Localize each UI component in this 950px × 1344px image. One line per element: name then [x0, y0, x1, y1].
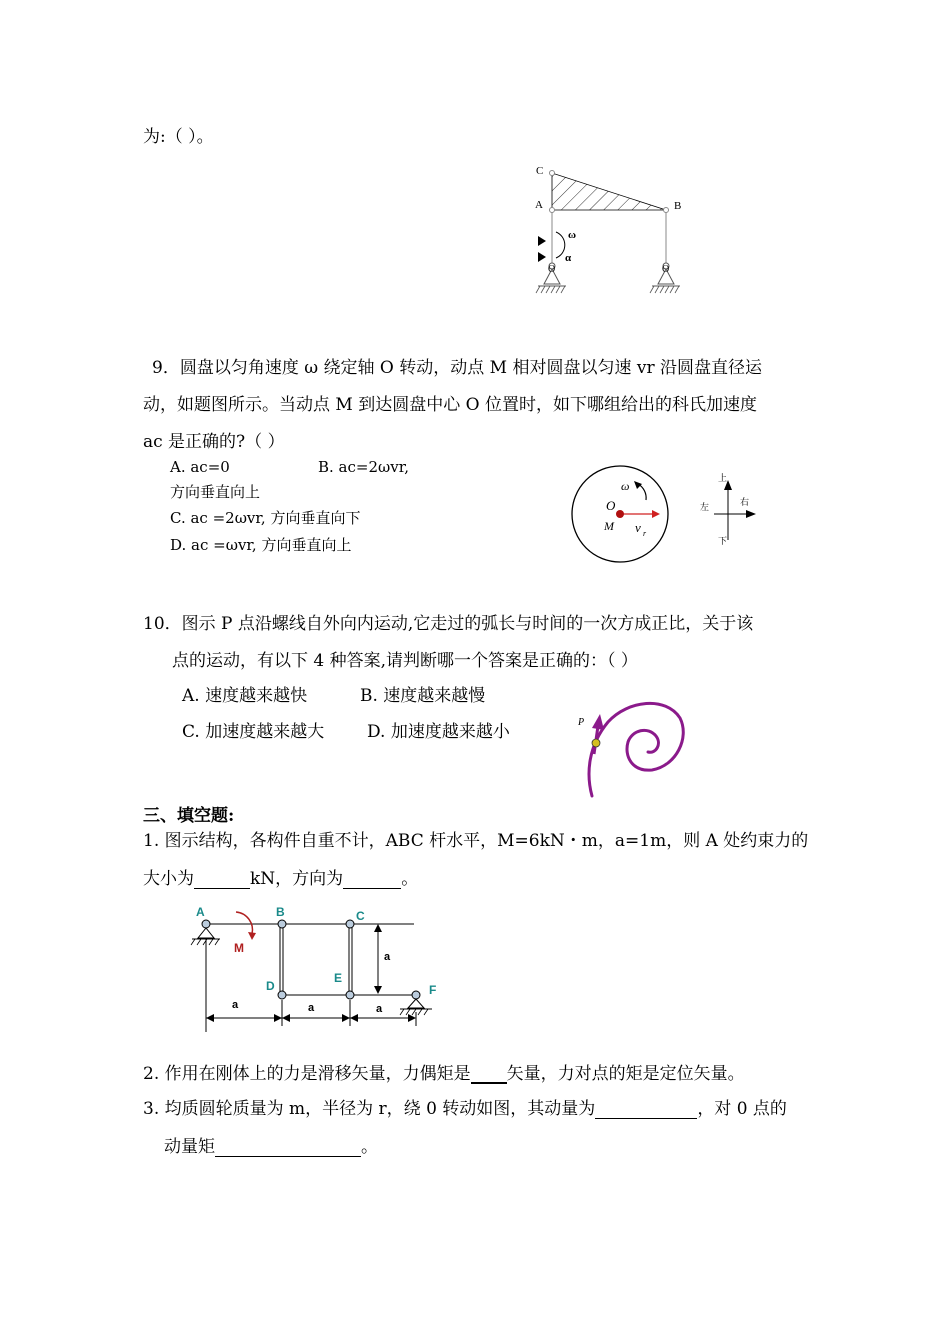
q10-option-b: B. 速度越来越慢	[360, 686, 486, 706]
fill-q1-mid: kN，方向为	[250, 869, 344, 889]
axis-left: 左	[700, 502, 710, 512]
disk-figure	[568, 464, 678, 564]
fill-q3-line2-end: 。	[361, 1137, 378, 1157]
pivot-label: O	[548, 264, 556, 275]
q10-option-d: D. 加速度越来越小	[367, 722, 510, 742]
q10-option-a: A. 速度越来越快	[182, 686, 308, 706]
q9-option-d: D. ac =ωvr, 方向垂直向上	[170, 536, 352, 554]
fill-q1-text-2	[143, 869, 418, 889]
fill-blank-momentum[interactable]	[595, 1100, 697, 1119]
dim-2: a	[308, 1002, 315, 1014]
disk-omega: ω	[621, 479, 630, 493]
fill-q2-suffix: 矢量，力对点的矩是定位矢量。	[506, 1064, 745, 1084]
fill-blank-couple[interactable]	[471, 1064, 507, 1084]
dim-3: a	[376, 1003, 383, 1015]
moment-label: M	[234, 941, 244, 955]
node-b-label: B	[276, 905, 285, 919]
fill-blank-direction[interactable]	[343, 870, 401, 889]
omega-label: ω	[568, 229, 577, 241]
disk-v-sub: r	[643, 529, 647, 538]
fill-blank-magnitude[interactable]	[194, 870, 250, 889]
fill-blank-angular-momentum[interactable]	[215, 1138, 361, 1157]
disk-o: O	[606, 498, 616, 513]
q9-option-b-cont: 方向垂直向上	[170, 483, 261, 501]
fill-q3-suffix: ，对 0 点的	[697, 1099, 787, 1119]
section-heading: 三、填空题:	[143, 806, 235, 826]
disk-v: v	[635, 520, 641, 535]
q9-text-2: 动，如题图所示。当动点 M 到达圆盘中心 O 位置时，如下哪组给出的科氏加速度	[143, 395, 757, 415]
q9-text-3: ac 是正确的?（ ）	[143, 432, 285, 452]
label-b: B	[674, 200, 682, 212]
direction-axes	[700, 470, 762, 546]
structure-figure	[186, 900, 444, 1038]
fill-q3-line-1	[143, 1099, 787, 1119]
fill-q1-text-1: 1. 图示结构，各构件自重不计，ABC 杆水平，M=6kN・m，a=1m，则 A 处约束力的	[143, 831, 809, 851]
q10-text-2: 点的运动，有以下 4 种答案,请判断哪一个答案是正确的：（ ）	[172, 651, 638, 671]
node-a-label: A	[196, 905, 205, 919]
label-a: A	[535, 199, 543, 211]
fill-q3-line-2	[164, 1137, 378, 1157]
node-c-label: C	[356, 909, 365, 923]
q9-option-a: A. ac=0	[170, 458, 230, 476]
fill-q2	[143, 1064, 745, 1084]
q10-option-c: C. 加速度越来越大	[182, 722, 325, 742]
axis-down: 下	[718, 536, 728, 546]
node-d-label: D	[266, 979, 275, 993]
axis-right: 右	[740, 497, 750, 507]
dim-1: a	[232, 999, 239, 1011]
answer-line: 为:（ ）。	[143, 127, 214, 147]
pivot-label-2: O	[662, 264, 670, 275]
disk-m: M	[604, 519, 614, 533]
spiral-figure	[570, 696, 690, 798]
fill-q3-line2-prefix: 动量矩	[164, 1137, 215, 1157]
q10-text-1: 10．图示 P 点沿螺线自外向内运动,它走过的弧长与时间的一次方成正比，关于该	[143, 614, 754, 634]
q9-option-b: B. ac=2ωvr,	[318, 458, 410, 476]
node-e-label: E	[334, 971, 343, 985]
fill-q1-end: 。	[401, 869, 419, 889]
alpha-label: α	[565, 252, 572, 264]
q9-text-1: 9．圆盘以匀角速度 ω 绕定轴 O 转动，动点 M 相对圆盘以匀速 vr 沿圆盘直径运	[152, 358, 762, 378]
node-f-label: F	[429, 983, 437, 997]
fill-q3-prefix: 3. 均质圆轮质量为 m，半径为 r，绕 0 转动如图，其动量为	[143, 1099, 596, 1119]
label-c: C	[536, 165, 544, 177]
axis-up: 上	[718, 473, 728, 483]
plate-figure	[528, 158, 698, 303]
q9-option-c: C. ac =2ωvr, 方向垂直向下	[170, 509, 361, 527]
fill-q2-prefix: 2. 作用在刚体上的力是滑移矢量，力偶矩是	[143, 1064, 471, 1084]
point-p-label: P	[578, 717, 585, 728]
fill-q1-prefix: 大小为	[143, 869, 194, 889]
dim-vertical: a	[384, 951, 391, 963]
